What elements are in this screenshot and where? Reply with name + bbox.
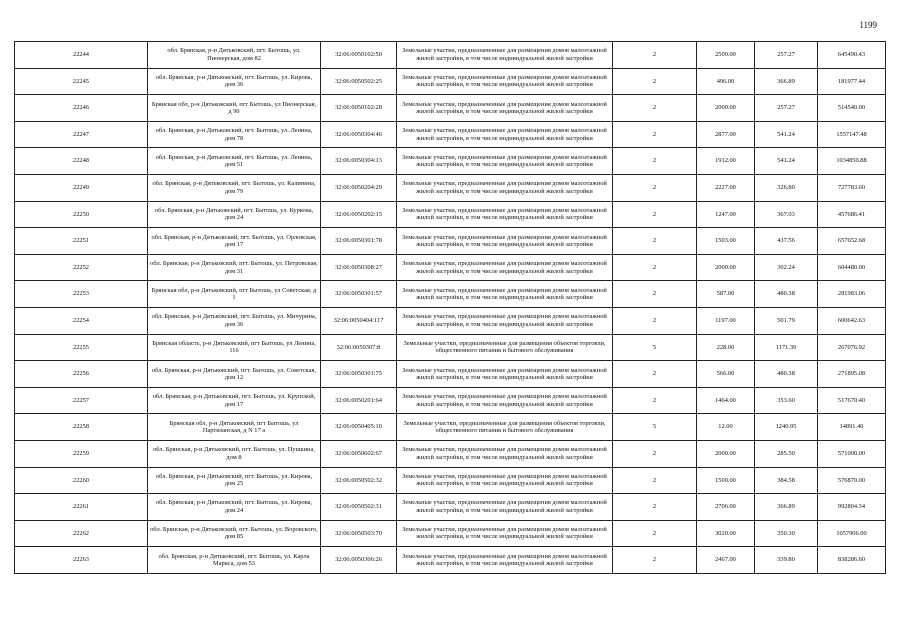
use-category-cell: 2 [613, 520, 697, 547]
unit-price-cell: 1171.39 [755, 334, 818, 361]
table-row [15, 281, 886, 308]
cadastral-value-cell: 600642.63 [818, 307, 886, 334]
address-cell: обл. Брянская, р-н Дятьковский, пгт. Бытошь, ул. Петровская, дом 31 [148, 254, 321, 281]
record-number-cell: 22260 [15, 467, 148, 494]
permitted-use-cell: Земельные участки, предназначенные для размещения домов малоэтажной жилой застройки, в том числе индивидуальной жилой застройки [397, 307, 613, 334]
cadastral-number-cell: 32:06:0050502:25 [321, 68, 397, 95]
address-cell: обл. Брянская, р-н Дятьковский, пгт. Бытошь, ул. Кирова, дом 36 [148, 68, 321, 95]
address-cell: Брянская обл, р-н Дятьковский, пгт Бытошь, ул Партизанская, д N 17 а [148, 414, 321, 441]
cadastral-value-cell: 727783.60 [818, 174, 886, 201]
cadastral-number-cell: 32:06:0050404:117 [321, 307, 397, 334]
record-number-cell: 22245 [15, 68, 148, 95]
use-category-cell: 2 [613, 467, 697, 494]
record-number-cell: 22247 [15, 121, 148, 148]
area-cell: 1503.00 [697, 228, 755, 255]
unit-price-cell: 384.58 [755, 467, 818, 494]
permitted-use-cell: Земельные участки, предназначенные для размещения домов малоэтажной жилой застройки, в том числе индивидуальной жилой застройки [397, 68, 613, 95]
area-cell: 2509.00 [697, 42, 755, 69]
unit-price-cell: 257.27 [755, 95, 818, 122]
table-row [15, 148, 886, 175]
table-row [15, 174, 886, 201]
cadastral-value-cell: 576870.00 [818, 467, 886, 494]
cadastral-value-cell: 1057906.00 [818, 520, 886, 547]
cadastral-value-cell: 992804.34 [818, 494, 886, 521]
unit-price-cell: 367.03 [755, 201, 818, 228]
use-category-cell: 2 [613, 95, 697, 122]
address-cell: обл. Брянская, р-н Дятьковский, пгт. Бытошь, ул. Карла Маркса, дом 53 [148, 547, 321, 574]
permitted-use-cell: Земельные участки, предназначенные для размещения домов малоэтажной жилой застройки, в том числе индивидуальной жилой застройки [397, 467, 613, 494]
table-row [15, 440, 886, 467]
cadastral-value-cell: 281983.06 [818, 281, 886, 308]
land-registry-table [14, 41, 886, 574]
record-number-cell: 22249 [15, 174, 148, 201]
cadastral-number-cell: 32:06:0050503:70 [321, 520, 397, 547]
unit-price-cell: 480.38 [755, 361, 818, 388]
address-cell: обл. Брянская, р-н Дятьковский, пгт. Бытошь, ул. Пионерская, дом 82 [148, 42, 321, 69]
cadastral-value-cell: 514540.00 [818, 95, 886, 122]
use-category-cell: 2 [613, 281, 697, 308]
cadastral-value-cell: 571000.00 [818, 440, 886, 467]
cadastral-value-cell: 271895.08 [818, 361, 886, 388]
unit-price-cell: 480.38 [755, 281, 818, 308]
cadastral-value-cell: 1557147.48 [818, 121, 886, 148]
cadastral-number-cell: 32:06:0050308:27 [321, 254, 397, 281]
table-row [15, 95, 886, 122]
record-number-cell: 22262 [15, 520, 148, 547]
unit-price-cell: 437.56 [755, 228, 818, 255]
unit-price-cell: 366.89 [755, 68, 818, 95]
use-category-cell: 5 [613, 334, 697, 361]
area-cell: 1197.00 [697, 307, 755, 334]
record-number-cell: 22256 [15, 361, 148, 388]
cadastral-number-cell: 32:06:0050204:29 [321, 174, 397, 201]
cadastral-number-cell: 32:06:0050301:78 [321, 228, 397, 255]
permitted-use-cell: Земельные участки, предназначенные для размещения домов малоэтажной жилой застройки, в том числе индивидуальной жилой застройки [397, 148, 613, 175]
cadastral-number-cell: 32:06:0050301:57 [321, 281, 397, 308]
area-cell: 1912.00 [697, 148, 755, 175]
address-cell: обл. Брянская, р-н Дятьковский, пгт. Бытошь, ул. Крупской, дом 17 [148, 387, 321, 414]
address-cell: обл. Брянская, р-н Дятьковский, пгт. Бытошь, ул. Кирова, дом 25 [148, 467, 321, 494]
record-number-cell: 22248 [15, 148, 148, 175]
page-number: 1199 [859, 20, 877, 30]
address-cell: Брянская область, р-н Дятьковский, пгт Бытошь, ул Ленина, 116 [148, 334, 321, 361]
unit-price-cell: 541.24 [755, 121, 818, 148]
permitted-use-cell: Земельные участки, предназначенные для размещения домов малоэтажной жилой застройки, в том числе индивидуальной жилой застройки [397, 201, 613, 228]
cadastral-number-cell: 32:06:0050307:8 [321, 334, 397, 361]
cadastral-number-cell: 32:06:0050202:15 [321, 201, 397, 228]
cadastral-value-cell: 457686.41 [818, 201, 886, 228]
address-cell: обл. Брянская, р-н Дятьковский, пгт. Бытошь, ул. Ленина, дом 51 [148, 148, 321, 175]
unit-price-cell: 541.24 [755, 148, 818, 175]
use-category-cell: 2 [613, 254, 697, 281]
cadastral-number-cell: 32:06:0050304:13 [321, 148, 397, 175]
use-category-cell: 2 [613, 121, 697, 148]
record-number-cell: 22253 [15, 281, 148, 308]
cadastral-value-cell: 1034850.88 [818, 148, 886, 175]
permitted-use-cell: Земельные участки, предназначенные для размещения домов малоэтажной жилой застройки, в том числе индивидуальной жилой застройки [397, 95, 613, 122]
record-number-cell: 22254 [15, 307, 148, 334]
unit-price-cell: 326.80 [755, 174, 818, 201]
cadastral-value-cell: 604480.00 [818, 254, 886, 281]
cadastral-number-cell: 32:06:0050502:31 [321, 494, 397, 521]
record-number-cell: 22263 [15, 547, 148, 574]
area-cell: 2877.00 [697, 121, 755, 148]
cadastral-number-cell: 32:06:0050602:67 [321, 440, 397, 467]
cadastral-number-cell: 32:06:0050306:26 [321, 547, 397, 574]
cadastral-value-cell: 517670.40 [818, 387, 886, 414]
permitted-use-cell: Земельные участки, предназначенные для размещения домов малоэтажной жилой застройки, в том числе индивидуальной жилой застройки [397, 42, 613, 69]
unit-price-cell: 302.24 [755, 254, 818, 281]
table-row [15, 201, 886, 228]
cadastral-number-cell: 32:06:0050304:46 [321, 121, 397, 148]
permitted-use-cell: Земельные участки, предназначенные для размещения объектов торговли, общественного питания и бытового обслуживания [397, 334, 613, 361]
record-number-cell: 22244 [15, 42, 148, 69]
use-category-cell: 2 [613, 361, 697, 388]
unit-price-cell: 501.79 [755, 307, 818, 334]
table-body [15, 42, 886, 574]
table-row [15, 42, 886, 69]
table-row [15, 361, 886, 388]
table-row [15, 68, 886, 95]
use-category-cell: 2 [613, 148, 697, 175]
table-row [15, 414, 886, 441]
address-cell: Брянская обл, р-н Дятьковский, пгт Бытошь, ул Пионерская, д 90 [148, 95, 321, 122]
cadastral-number-cell: 32:06:0050405:10 [321, 414, 397, 441]
permitted-use-cell: Земельные участки, предназначенные для размещения домов малоэтажной жилой застройки, в том числе индивидуальной жилой застройки [397, 494, 613, 521]
unit-price-cell: 339.80 [755, 547, 818, 574]
permitted-use-cell: Земельные участки, предназначенные для размещения домов малоэтажной жилой застройки, в том числе индивидуальной жилой застройки [397, 281, 613, 308]
table-row [15, 254, 886, 281]
area-cell: 566.00 [697, 361, 755, 388]
use-category-cell: 2 [613, 174, 697, 201]
record-number-cell: 22246 [15, 95, 148, 122]
unit-price-cell: 285.50 [755, 440, 818, 467]
area-cell: 2000.00 [697, 95, 755, 122]
table-row [15, 228, 886, 255]
address-cell: обл. Брянская, р-н Дятьковский, пгт. Бытошь, ул. Кирова, дом 24 [148, 494, 321, 521]
unit-price-cell: 353.60 [755, 387, 818, 414]
area-cell: 228.00 [697, 334, 755, 361]
permitted-use-cell: Земельные участки, предназначенные для размещения домов малоэтажной жилой застройки, в том числе индивидуальной жилой застройки [397, 440, 613, 467]
permitted-use-cell: Земельные участки, предназначенные для размещения домов малоэтажной жилой застройки, в том числе индивидуальной жилой застройки [397, 547, 613, 574]
permitted-use-cell: Земельные участки, предназначенные для размещения домов малоэтажной жилой застройки, в том числе индивидуальной жилой застройки [397, 174, 613, 201]
use-category-cell: 2 [613, 387, 697, 414]
use-category-cell: 2 [613, 228, 697, 255]
area-cell: 12.00 [697, 414, 755, 441]
permitted-use-cell: Земельные участки, предназначенные для размещения домов малоэтажной жилой застройки, в том числе индивидуальной жилой застройки [397, 387, 613, 414]
unit-price-cell: 350.30 [755, 520, 818, 547]
area-cell: 1464.00 [697, 387, 755, 414]
table-row [15, 121, 886, 148]
area-cell: 2467.00 [697, 547, 755, 574]
area-cell: 587.00 [697, 281, 755, 308]
record-number-cell: 22259 [15, 440, 148, 467]
use-category-cell: 2 [613, 494, 697, 521]
unit-price-cell: 366.89 [755, 494, 818, 521]
cadastral-value-cell: 657652.68 [818, 228, 886, 255]
record-number-cell: 22251 [15, 228, 148, 255]
area-cell: 1247.00 [697, 201, 755, 228]
unit-price-cell: 257.27 [755, 42, 818, 69]
table-row [15, 520, 886, 547]
area-cell: 2706.00 [697, 494, 755, 521]
cadastral-value-cell: 181977.44 [818, 68, 886, 95]
cadastral-number-cell: 32:06:0050502:32 [321, 467, 397, 494]
use-category-cell: 5 [613, 414, 697, 441]
area-cell: 496.00 [697, 68, 755, 95]
use-category-cell: 2 [613, 201, 697, 228]
area-cell: 2227.00 [697, 174, 755, 201]
record-number-cell: 22257 [15, 387, 148, 414]
permitted-use-cell: Земельные участки, предназначенные для размещения домов малоэтажной жилой застройки, в том числе индивидуальной жилой застройки [397, 361, 613, 388]
table-row [15, 494, 886, 521]
address-cell: обл. Брянская, р-н Дятьковский, пгт. Бытошь, ул. Пушкина, дом 8 [148, 440, 321, 467]
record-number-cell: 22258 [15, 414, 148, 441]
address-cell: обл. Брянская, р-н Дятьковский, пгт. Бытошь, ул. Воровского, дом 85 [148, 520, 321, 547]
cadastral-value-cell: 838286.60 [818, 547, 886, 574]
area-cell: 2000.00 [697, 440, 755, 467]
table-row [15, 467, 886, 494]
permitted-use-cell: Земельные участки, предназначенные для размещения домов малоэтажной жилой застройки, в том числе индивидуальной жилой застройки [397, 520, 613, 547]
table-row [15, 334, 886, 361]
area-cell: 1500.00 [697, 467, 755, 494]
permitted-use-cell: Земельные участки, предназначенные для размещения объектов торговли, общественного питания и бытового обслуживания [397, 414, 613, 441]
address-cell: обл. Брянская, р-н Дятьковский, пгт. Бытошь, ул. Мичурина, дом 36 [148, 307, 321, 334]
use-category-cell: 2 [613, 68, 697, 95]
use-category-cell: 2 [613, 547, 697, 574]
record-number-cell: 22252 [15, 254, 148, 281]
area-cell: 3020.00 [697, 520, 755, 547]
record-number-cell: 22250 [15, 201, 148, 228]
table-row [15, 387, 886, 414]
cadastral-value-cell: 645490.43 [818, 42, 886, 69]
cadastral-number-cell: 32:06:0050201:64 [321, 387, 397, 414]
cadastral-value-cell: 14891.40 [818, 414, 886, 441]
address-cell: Брянская обл, р-н Дятьковский, пгт Бытошь, ул Советская, д 1 [148, 281, 321, 308]
cadastral-value-cell: 267076.92 [818, 334, 886, 361]
address-cell: обл. Брянская, р-н Дятьковский, пгт. Бытошь, ул. Ленина, дом 78 [148, 121, 321, 148]
permitted-use-cell: Земельные участки, предназначенные для размещения домов малоэтажной жилой застройки, в том числе индивидуальной жилой застройки [397, 254, 613, 281]
record-number-cell: 22255 [15, 334, 148, 361]
cadastral-number-cell: 32:06:0050102:50 [321, 42, 397, 69]
address-cell: обл. Брянская, р-н Дятьковский, пгт. Бытошь, ул. Орловская, дом 17 [148, 228, 321, 255]
table-row [15, 547, 886, 574]
address-cell: обл. Брянская, р-н Дятьковский, пгт. Бытошь, ул. Калинина, дом 79 [148, 174, 321, 201]
address-cell: обл. Брянская, р-н Дятьковский, пгт. Бытошь, ул. Куркова, дом 24 [148, 201, 321, 228]
unit-price-cell: 1240.95 [755, 414, 818, 441]
cadastral-number-cell: 32:06:0050301:75 [321, 361, 397, 388]
permitted-use-cell: Земельные участки, предназначенные для размещения домов малоэтажной жилой застройки, в том числе индивидуальной жилой застройки [397, 121, 613, 148]
use-category-cell: 2 [613, 307, 697, 334]
table-row [15, 307, 886, 334]
permitted-use-cell: Земельные участки, предназначенные для размещения домов малоэтажной жилой застройки, в том числе индивидуальной жилой застройки [397, 228, 613, 255]
cadastral-number-cell: 32:06:0050102:28 [321, 95, 397, 122]
address-cell: обл. Брянская, р-н Дятьковский, пгт. Бытошь, ул. Советская, дом 12 [148, 361, 321, 388]
use-category-cell: 2 [613, 42, 697, 69]
use-category-cell: 2 [613, 440, 697, 467]
area-cell: 2000.00 [697, 254, 755, 281]
record-number-cell: 22261 [15, 494, 148, 521]
